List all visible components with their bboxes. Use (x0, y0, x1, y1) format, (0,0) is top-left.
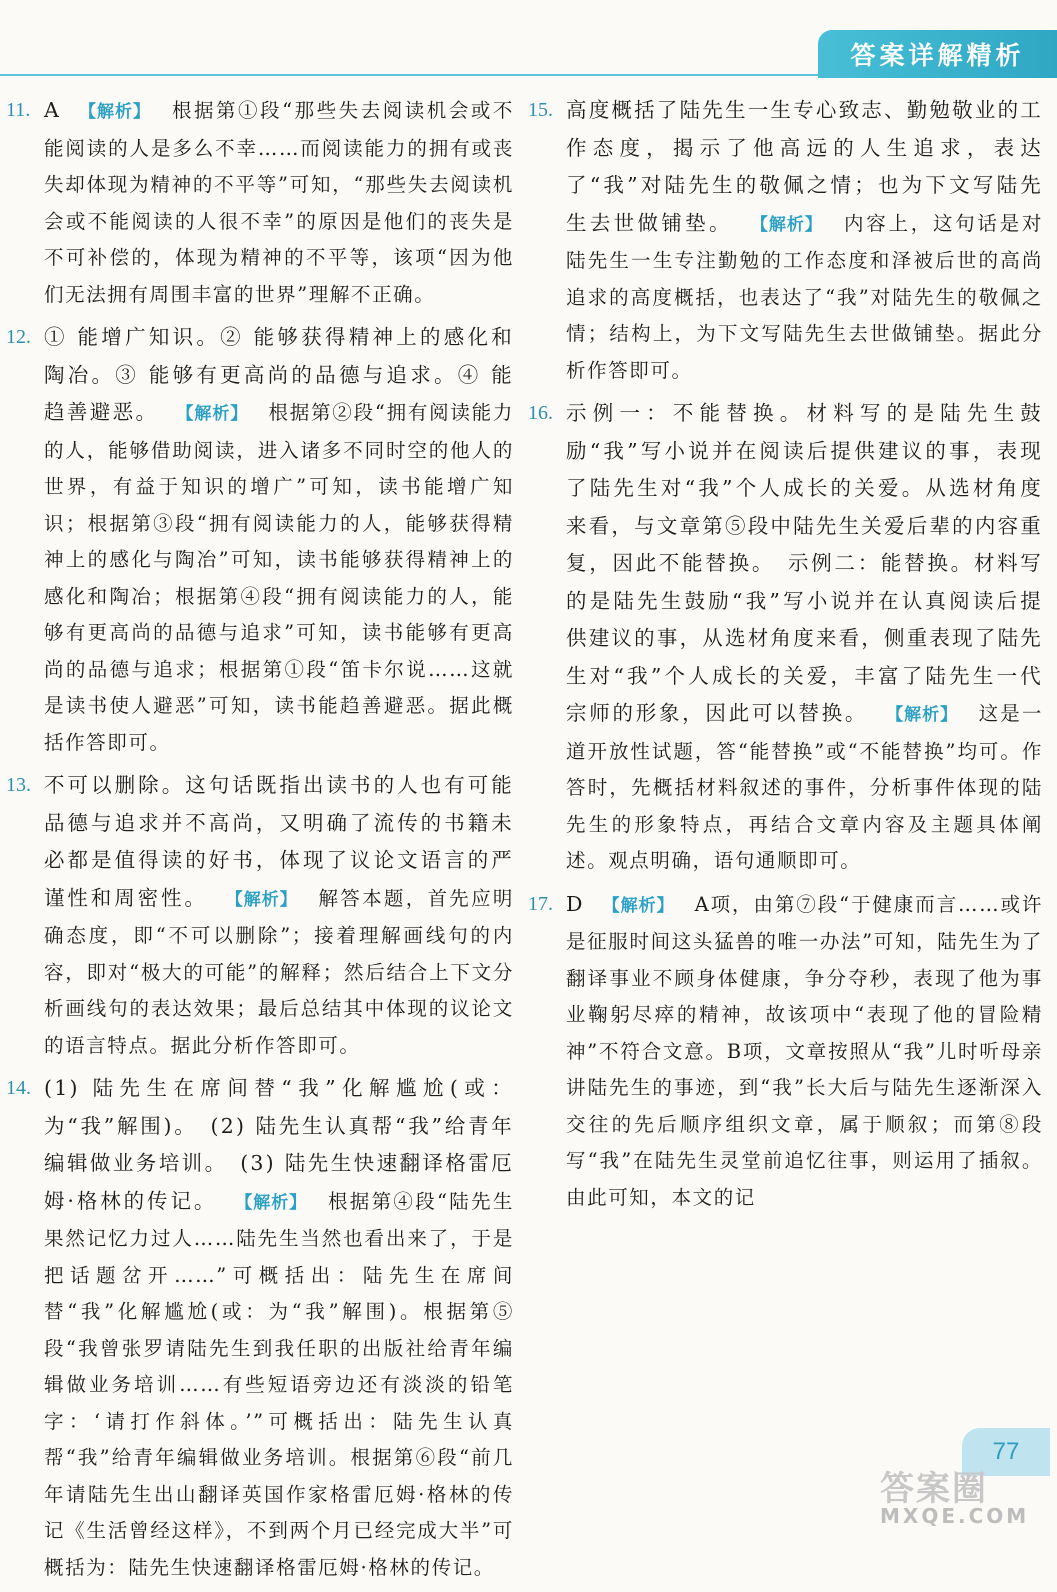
item-text (44, 1070, 514, 1586)
item-answer: 不可以删除。这句话既指出读书的人也有可能品德与追求并不高尚，又明确了流传的书籍未必都是值得读的好书，体现了议论文语言的严谨性和周密性。 (44, 773, 514, 910)
section-title: 答案详解精析 (818, 30, 1057, 78)
answer-item-12 (6, 319, 514, 761)
item-text (44, 319, 514, 761)
answer-item-16 (528, 395, 1043, 880)
item-text (566, 886, 1043, 1217)
item-answer: ① 能增广知识。② 能够获得精神上的感化和陶冶。③ 能够有更高尚的品德与追求。④ 能趋善避恶。 (44, 325, 514, 424)
item-number: 14. (6, 1077, 31, 1099)
item-text (566, 395, 1043, 880)
analysis-label: 【 解析 】 (591, 888, 685, 925)
item-analysis: 根据第④段“陆先生果然记忆力过人……陆先生当然也看出来了，于是把话题岔开……”可概括出：陆先生在席间替“我”化解尴尬(或：为“我”解围)。根据第⑤段“我曾张罗请陆先生到我任职的出版社给青年编辑做业务培训……有些短语旁边还有淡淡的铅笔字：‘请打作斜体。’”可概括出：陆先生认真帮“我”给青年编辑做业务培训。根据第⑥段“前几年请陆先生出山翻译英国作家格雷厄姆·格林的传记《生活曾经这样》，不到两个月已经完成大半”可概括为：陆先生快速翻译格雷厄姆·格林的传记。 (44, 1189, 514, 1579)
item-text (566, 92, 1043, 389)
item-number: 11. (6, 99, 31, 121)
watermark-brand: 答案圈 (880, 1469, 988, 1509)
item-number: 12. (6, 326, 31, 348)
item-answer: 示例一：不能替换。材料写的是陆先生鼓励“我”写小说并在阅读后提供建议的事，表现了陆先生对“我”个人成长的关爱。从选材角度来看，与文章第⑤段中陆先生关爱后辈的内容重复，因此不能替换。 示例二：能替换。材料写的是陆先生鼓励“我”写小说并在认真阅读后提供建议的事，从选材角度来看，侧重表现了陆先生对“我”个人成长的关爱，丰富了陆先生一代宗师的形象，因此可以替换。 (566, 401, 1043, 725)
item-text (44, 92, 514, 313)
answer-item-11 (6, 92, 514, 313)
item-analysis: A项，由第⑦段“于健康而言……或许是征服时间这头猛兽的唯一办法”可知，陆先生为了翻译事业不顾身体健康，争分夺秒，表现了他为事业鞠躬尽瘁的精神，故该项中“表现了他的冒险精神”不符合文意。B项，文章按照从“我”儿时听母亲讲陆先生的事迹，到“我”长大后与陆先生逐渐深入交往的先后顺序组织文章，属于顺叙；而第⑧段写“我”在陆先生灵堂前追忆往事，则运用了插叙。由此可知，本文的记 (566, 892, 1043, 1209)
watermark-site: MXQE.COM (880, 1504, 1030, 1528)
header-rule (0, 74, 828, 76)
item-analysis: 根据第②段“拥有阅读能力的人，能够借助阅读，进入诸多不同时空的他人的世界，有益于知识的增广”可知，读书能增广知识；根据第③段“拥有阅读能力的人，能够获得精神上的感化与陶冶”可知，读书能够获得精神上的感化和陶冶；根据第④段“拥有阅读能力的人，能够有更高尚的品德与追求”可知，读书能够有更高尚的品德与追求；根据第①段“笛卡尔说……这就是读书使人避恶”可知，读书能趋善避恶。据此概括作答即可。 (44, 401, 515, 754)
watermark-logo (880, 1469, 1050, 1532)
item-number: 16. (528, 402, 553, 424)
analysis-label: 【 解析 】 (67, 94, 161, 131)
analysis-label: 【 解析 】 (164, 396, 258, 433)
right-column (528, 92, 1043, 1222)
item-answer: 高度概括了陆先生一生专心致志、勤勉敬业的工作态度，揭示了他高远的人生追求，表达了“我”对陆先生的敬佩之情；也为下文写陆先生去世做铺垫。 (566, 98, 1043, 235)
analysis-label: 【 解析 】 (223, 1185, 317, 1222)
page-number: 77 (962, 1428, 1050, 1476)
answer-item-14 (6, 1070, 514, 1586)
item-number: 13. (6, 774, 31, 796)
answer-item-13 (6, 767, 514, 1064)
item-analysis: 根据第①段“那些失去阅读机会或不能阅读的人是多么不幸……而阅读能力的拥有或丧失却体现为精神的不平等”可知，“那些失去阅读机会或不能阅读的人很不幸”的原因是他们的丧失是不可补偿的，体现为精神的不平等，该项“因为他们无法拥有周围丰富的世界”理解不正确。 (44, 99, 514, 306)
answer-item-17 (528, 886, 1043, 1217)
item-answer: D (566, 891, 585, 916)
item-number: 17. (528, 892, 553, 915)
left-column (6, 92, 514, 1592)
analysis-label: 【 解析 】 (214, 882, 308, 919)
item-analysis: 解答本题，首先应明确态度，即“不可以删除”；接着理解画线句的内容，即对“极大的可能”的解释；然后结合上下文分析画线句的表达效果；最后总结其中体现的议论文的语言特点。据此分析作答即可。 (44, 886, 514, 1057)
analysis-label: 【 解析 】 (739, 207, 833, 244)
item-analysis: 内容上，这句话是对陆先生一生专注勤勉的工作态度和泽被后世的高尚追求的高度概括，也表达了“我”对陆先生的敬佩之情；结构上，为下文写陆先生去世做铺垫。据此分析作答即可。 (566, 211, 1043, 382)
item-analysis: 这是一道开放性试题，答“能替换”或“不能替换”均可。作答时，先概括材料叙述的事件，分析事件体现的陆先生的形象特点，再结合文章内容及主题具体阐述。观点明确，语句通顺即可。 (566, 702, 1043, 872)
item-text (44, 767, 514, 1064)
item-number: 15. (528, 99, 553, 121)
item-answer: A (44, 98, 62, 122)
analysis-label: 【 解析 】 (874, 697, 968, 734)
answer-item-15 (528, 92, 1043, 389)
item-answer: (1) 陆先生在席间替“我”化解尴尬(或：为“我”解围)。 (2) 陆先生认真帮“我”给青年编辑做业务培训。 (3) 陆先生快速翻译格雷厄姆·格林的传记。 (44, 1076, 514, 1213)
